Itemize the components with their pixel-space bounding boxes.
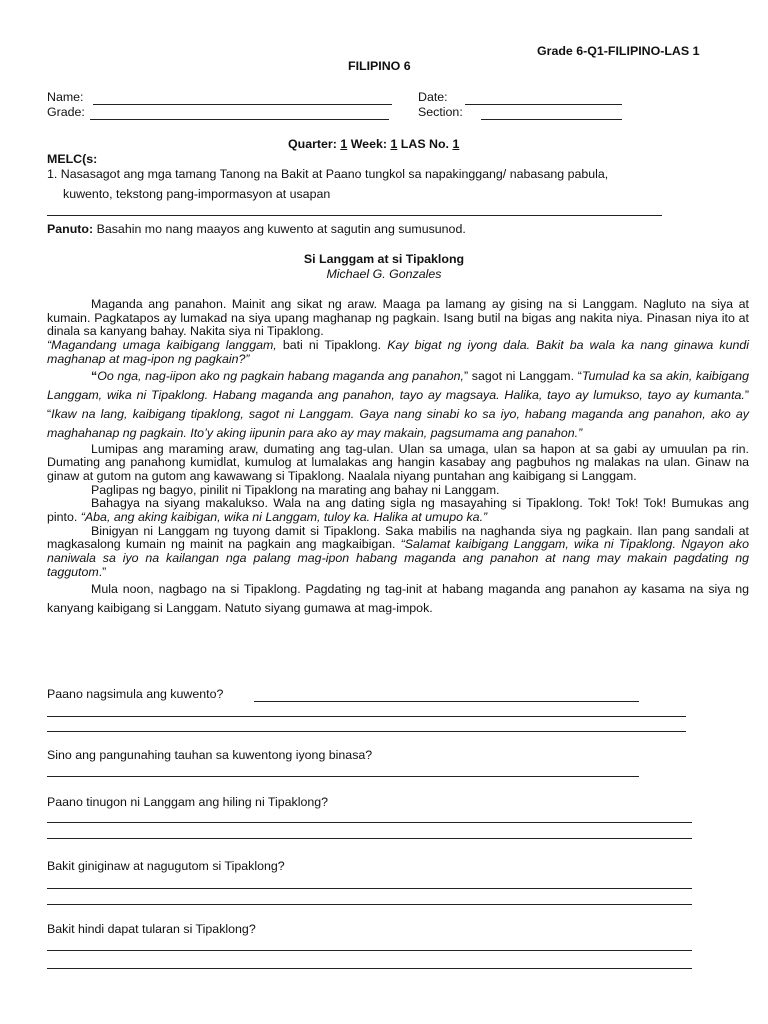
answer-line[interactable] bbox=[254, 701, 639, 702]
week-label: Week: bbox=[350, 137, 387, 151]
melc-divider-line bbox=[47, 215, 662, 216]
story-paragraph-1: Maganda ang panahon. Mainit ang sikat ng araw. Maaga pa lamang ay gising na si Langgam. Nagluto na siya at kumain. Pagkatapos ay lumakad na siya upang maghanap ng pagkain. Isang butil na bigas ang nakita niya. Pinasan niya ito at dinala sa kanyang bahay. Nakita siya ni Tipaklong. bbox=[47, 297, 749, 339]
story-paragraph-5: Paglipas ng bagyo, pinilit ni Tipaklong na marating ang bahay ni Langgam. bbox=[91, 482, 500, 497]
quarter-label: Quarter: bbox=[288, 137, 337, 151]
date-label: Date: bbox=[418, 90, 448, 104]
story-paragraph-4: Lumipas ang maraming araw, dumating ang tag-ulan. Ulan sa umaga, ulan sa hapon at sa gabi ay umuulan pa rin. Dumating ang panahong kumidlat, kumulog at lumalakas ang hangin kasabay ang pagbuhos ng malakas na ulan. Ginaw na ginaw at gutom na gutom ang kawawang si Tipaklong. Naalala niyang puntahan ang kaibigang si Langgam. bbox=[47, 441, 749, 483]
worksheet-code: Grade 6-Q1-FILIPINO-LAS 1 bbox=[537, 44, 700, 58]
section-label: Section: bbox=[418, 105, 463, 119]
story-title: Si Langgam at si Tipaklong bbox=[303, 252, 465, 266]
answer-line[interactable] bbox=[47, 888, 692, 889]
date-field-line[interactable] bbox=[465, 104, 622, 105]
subject-title: FILIPINO 6 bbox=[348, 59, 411, 73]
question-1: Paano nagsimula ang kuwento? bbox=[47, 687, 224, 701]
panuto bbox=[47, 222, 466, 236]
answer-line[interactable] bbox=[47, 731, 686, 732]
answer-line[interactable] bbox=[47, 716, 686, 717]
answer-line[interactable] bbox=[47, 822, 692, 823]
panuto-text: Basahin mo nang maayos ang kuwento at sagutin ang sumusunod. bbox=[96, 222, 466, 236]
answer-line[interactable] bbox=[47, 776, 639, 777]
story-author: Michael G. Gonzales bbox=[326, 267, 442, 281]
answer-line[interactable] bbox=[47, 950, 692, 951]
question-5: Bakit hindi dapat tularan si Tipaklong? bbox=[47, 922, 256, 936]
answer-line[interactable] bbox=[47, 904, 692, 905]
answer-line[interactable] bbox=[47, 968, 692, 969]
week-number: 1 bbox=[390, 137, 398, 151]
grade-field-line[interactable] bbox=[90, 119, 389, 120]
question-2: Sino ang pangunahing tauhan sa kuwentong iyong binasa? bbox=[47, 748, 373, 762]
section-field-line[interactable] bbox=[481, 119, 622, 120]
melc-item-line1: 1. Nasasagot ang mga tamang Tanong na Bakit at Paano tungkol sa napakinggang/ nabasang pabula, bbox=[47, 167, 609, 181]
story-paragraph-8: Mula noon, nagbago na si Tipaklong. Pagdating ng tag-init at habang maganda ang panahon ay kasama na siya ng kanyang kaibigang si Langgam. Natuto siyang gumawa at mag-impok. bbox=[47, 581, 749, 615]
las-label: LAS No. bbox=[400, 137, 449, 151]
question-3: Paano tinugon ni Langgam ang hiling ni Tipaklong? bbox=[47, 795, 329, 809]
story-body bbox=[47, 298, 749, 618]
quarter-week-las bbox=[288, 137, 459, 151]
name-label: Name: bbox=[47, 90, 84, 104]
quarter-number: 1 bbox=[340, 137, 348, 151]
las-number: 1 bbox=[452, 137, 460, 151]
question-4: Bakit giniginaw at nagugutom si Tipaklong? bbox=[47, 859, 285, 873]
melc-item-line2: kuwento, tekstong pang-impormasyon at usapan bbox=[63, 187, 331, 201]
panuto-label: Panuto: bbox=[47, 222, 94, 236]
story-paragraph-2: “Magandang umaga kaibigang langgam, bati ni Tipaklong. Kay bigat ng iyong dala. Bakit ba wala ka nang ginawa kundi maghanap at mag-ipon ng pagkain?” bbox=[47, 338, 749, 366]
melc-title: MELC(s: bbox=[47, 152, 98, 166]
story-paragraph-6: Bahagya na siyang makalukso. Wala na ang dating sigla ng masayahing si Tipaklong. Tok! Tok! Tok! Bumukas ang pinto. “Aba, ang aking kaibigan, wika ni Langgam, tuloy ka. Halika at umupo ka.” bbox=[47, 496, 749, 525]
answer-line[interactable] bbox=[47, 838, 692, 839]
story-paragraph-7: Binigyan ni Langgam ng tuyong damit si Tipaklong. Saka mabilis na naghanda siya ng pagkain. Ilan pang sandali at magkasalong kumain ng mainit na pagkain ang magkaibigan. “Salamat kaibigang Langgam, wika ni Tipaklong. Ngayon ako naniwala sa iyo na kailangan nga palang mag-ipon habang maganda ang panahon at nang may makain pagdating ng taggutom.” bbox=[47, 523, 749, 579]
name-field-line[interactable] bbox=[93, 104, 392, 105]
story-paragraph-3: “Oo nga, nag-iipon ako ng pagkain habang maganda ang panahon,” sagot ni Langgam. “Tumulad ka sa akin, kaibigang Langgam, wika ni Tipaklong. Habang maganda ang panahon, tayo ay magsaya. Halika, tayo ay lumukso, tayo ay kumanta.” “Ikaw na lang, kaibigang tipaklong, sagot ni Langgam. Gaya nang sinabi ko sa iyo, habang maganda ang panahon, ako ay maghahanap ng pagkain. Ito’y aking iipunin para ako ay may makain, pagsumama ang panahon.” bbox=[47, 368, 750, 440]
grade-label: Grade: bbox=[47, 105, 85, 119]
